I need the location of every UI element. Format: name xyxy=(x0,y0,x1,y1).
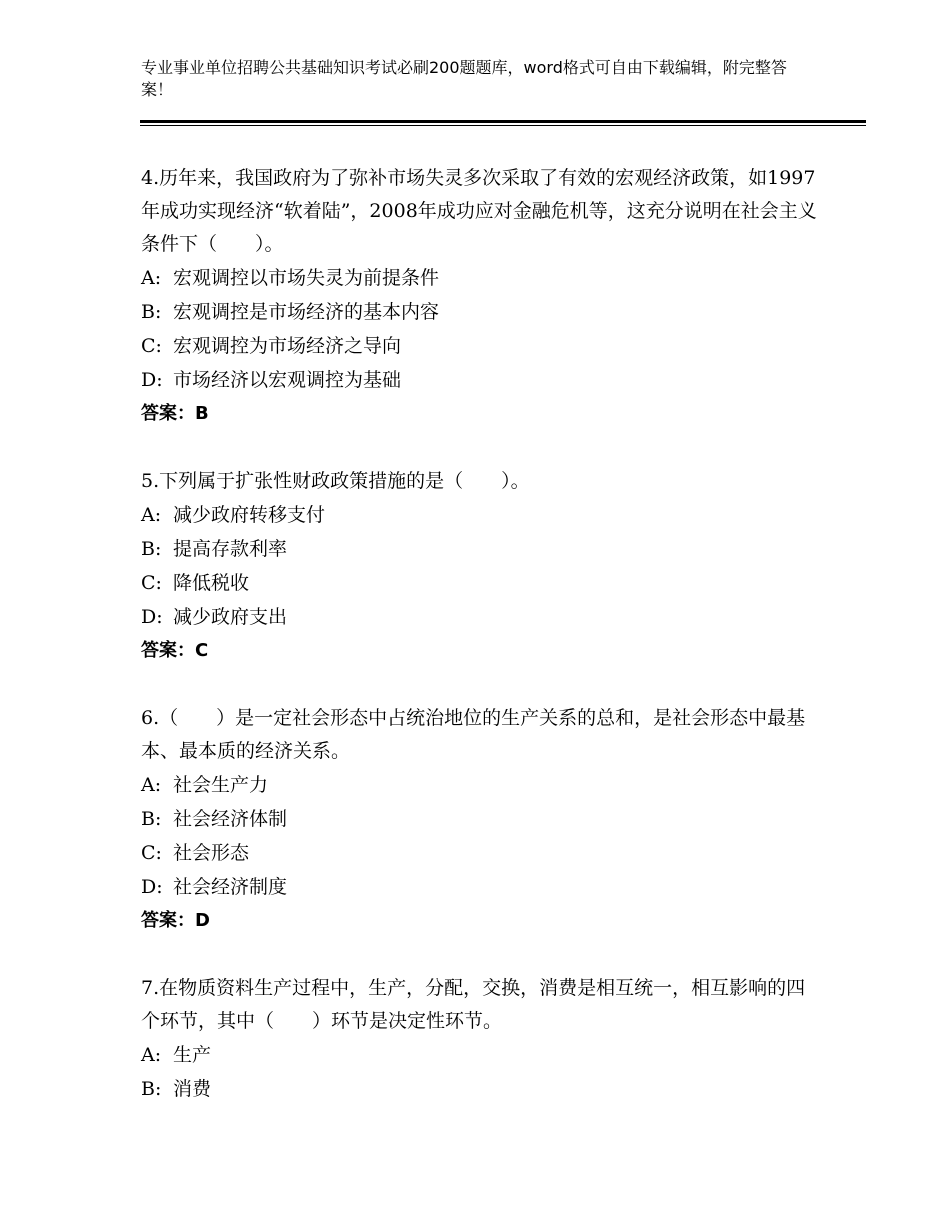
question-6 xyxy=(141,702,821,938)
option-letter: D: xyxy=(141,606,163,628)
option-text: 生产 xyxy=(173,1044,212,1066)
option-letter: C: xyxy=(141,335,162,357)
option-text: 市场经济以宏观调控为基础 xyxy=(173,369,402,391)
option-b xyxy=(141,532,821,566)
option-text: 社会经济体制 xyxy=(173,808,288,830)
option-a xyxy=(141,261,821,295)
question-stem: 7.在物质资料生产过程中，生产，分配，交换，消费是相互统一，相互影响的四个环节，其中（ ）环节是决定性环节。 xyxy=(141,977,806,1032)
option-text: 消费 xyxy=(173,1078,212,1100)
answer-line: 答案：C xyxy=(141,640,209,661)
option-c xyxy=(141,566,821,600)
option-a xyxy=(141,768,821,802)
option-c xyxy=(141,329,821,363)
question-stem: 5.下列属于扩张性财政政策措施的是（ ）。 xyxy=(141,470,530,492)
option-letter: C: xyxy=(141,842,162,864)
option-text: 减少政府支出 xyxy=(173,606,288,628)
option-d xyxy=(141,600,821,634)
option-text: 社会生产力 xyxy=(173,774,269,796)
option-c xyxy=(141,836,821,870)
option-a xyxy=(141,1038,821,1072)
option-letter: A: xyxy=(141,774,162,796)
option-d xyxy=(141,363,821,397)
option-text: 宏观调控是市场经济的基本内容 xyxy=(173,301,440,323)
question-list xyxy=(141,162,821,1140)
option-text: 社会经济制度 xyxy=(173,876,288,898)
option-letter: B: xyxy=(141,301,162,323)
option-text: 降低税收 xyxy=(173,572,250,594)
question-stem: 6.（ ）是一定社会形态中占统治地位的生产关系的总和，是社会形态中最基本、最本质的经济关系。 xyxy=(141,707,806,762)
option-text: 提高存款利率 xyxy=(173,538,288,560)
option-a xyxy=(141,498,821,532)
option-b xyxy=(141,295,821,329)
option-b xyxy=(141,1072,821,1106)
option-letter: A: xyxy=(141,267,162,289)
question-4 xyxy=(141,162,821,431)
header-divider-thick xyxy=(140,120,866,123)
page-header: 专业事业单位招聘公共基础知识考试必刷200题题库，word格式可自由下载编辑，附完整答案！ xyxy=(141,58,787,99)
question-7 xyxy=(141,972,821,1106)
option-letter: D: xyxy=(141,369,163,391)
option-text: 社会形态 xyxy=(173,842,250,864)
option-letter: B: xyxy=(141,538,162,560)
question-stem: 4.历年来，我国政府为了弥补市场失灵多次采取了有效的宏观经济政策，如1997年成功实现经济“软着陆”，2008年成功应对金融危机等，这充分说明在社会主义条件下（ ）。 xyxy=(141,167,817,255)
option-d xyxy=(141,870,821,904)
option-letter: A: xyxy=(141,1044,162,1066)
option-text: 减少政府转移支付 xyxy=(173,504,326,526)
question-5 xyxy=(141,465,821,668)
option-letter: B: xyxy=(141,808,162,830)
option-b xyxy=(141,802,821,836)
answer-line: 答案：B xyxy=(141,403,209,424)
option-letter: C: xyxy=(141,572,162,594)
answer-line: 答案：D xyxy=(141,910,210,931)
option-letter: D: xyxy=(141,876,163,898)
header-divider-thin xyxy=(140,125,866,126)
option-text: 宏观调控以市场失灵为前提条件 xyxy=(173,267,440,289)
option-text: 宏观调控为市场经济之导向 xyxy=(173,335,402,357)
option-letter: A: xyxy=(141,504,162,526)
option-letter: B: xyxy=(141,1078,162,1100)
